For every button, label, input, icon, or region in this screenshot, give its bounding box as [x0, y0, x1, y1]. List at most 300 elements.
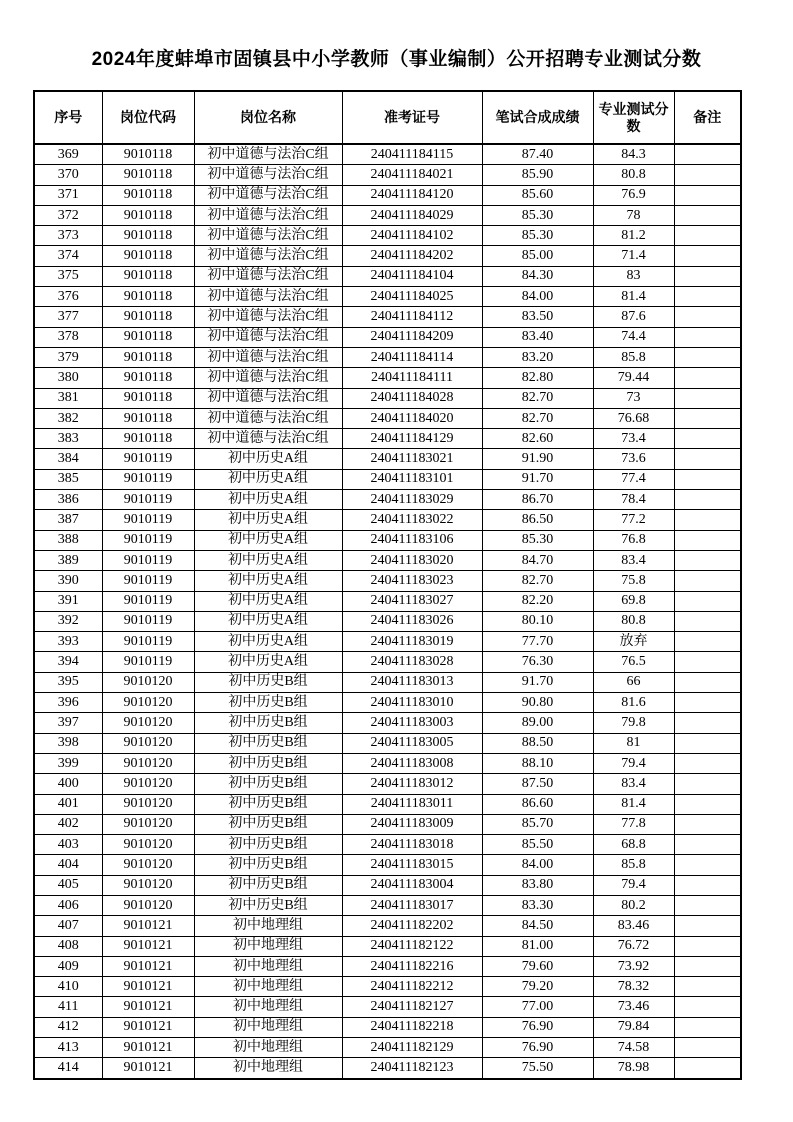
cell-remark — [674, 246, 741, 266]
cell-code: 9010119 — [102, 652, 194, 672]
cell-ticket-number: 240411183003 — [342, 713, 482, 733]
cell-test-score: 83 — [593, 266, 674, 286]
cell-code: 9010121 — [102, 956, 194, 976]
cell-seq: 370 — [34, 165, 102, 185]
cell-seq: 395 — [34, 672, 102, 692]
cell-seq: 371 — [34, 185, 102, 205]
cell-test-score: 77.4 — [593, 469, 674, 489]
cell-test-score: 77.2 — [593, 510, 674, 530]
cell-code: 9010118 — [102, 408, 194, 428]
cell-written-score: 76.90 — [482, 1038, 593, 1058]
cell-ticket-number: 240411184111 — [342, 368, 482, 388]
cell-seq: 392 — [34, 611, 102, 631]
cell-remark — [674, 672, 741, 692]
cell-remark — [674, 429, 741, 449]
cell-code: 9010120 — [102, 713, 194, 733]
cell-seq: 394 — [34, 652, 102, 672]
cell-ticket-number: 240411183005 — [342, 733, 482, 753]
cell-remark — [674, 490, 741, 510]
cell-remark — [674, 165, 741, 185]
cell-written-score: 86.70 — [482, 490, 593, 510]
cell-remark — [674, 855, 741, 875]
cell-code: 9010118 — [102, 205, 194, 225]
cell-test-score: 74.4 — [593, 327, 674, 347]
cell-position-name: 初中历史A组 — [194, 530, 342, 550]
cell-seq: 389 — [34, 550, 102, 570]
cell-position-name: 初中历史B组 — [194, 855, 342, 875]
cell-position-name: 初中地理组 — [194, 916, 342, 936]
cell-position-name: 初中历史A组 — [194, 490, 342, 510]
cell-position-name: 初中历史B组 — [194, 733, 342, 753]
cell-position-name: 初中道德与法治C组 — [194, 165, 342, 185]
cell-ticket-number: 240411184028 — [342, 388, 482, 408]
table-row — [34, 875, 741, 895]
cell-code: 9010119 — [102, 550, 194, 570]
cell-code: 9010119 — [102, 490, 194, 510]
table-row — [34, 307, 741, 327]
cell-ticket-number: 240411183008 — [342, 753, 482, 773]
cell-position-name: 初中历史B组 — [194, 835, 342, 855]
cell-seq: 381 — [34, 388, 102, 408]
cell-written-score: 85.00 — [482, 246, 593, 266]
cell-written-score: 87.40 — [482, 144, 593, 165]
cell-test-score: 79.8 — [593, 713, 674, 733]
cell-written-score: 85.60 — [482, 185, 593, 205]
cell-written-score: 91.70 — [482, 672, 593, 692]
cell-written-score: 77.00 — [482, 997, 593, 1017]
cell-written-score: 82.70 — [482, 571, 593, 591]
cell-test-score: 73.6 — [593, 449, 674, 469]
table-row — [34, 1038, 741, 1058]
cell-position-name: 初中历史B组 — [194, 672, 342, 692]
cell-code: 9010119 — [102, 611, 194, 631]
cell-written-score: 85.30 — [482, 205, 593, 225]
column-header-test-score: 专业测试分数 — [593, 91, 674, 144]
cell-position-name: 初中道德与法治C组 — [194, 368, 342, 388]
cell-seq: 401 — [34, 794, 102, 814]
cell-remark — [674, 875, 741, 895]
cell-seq: 380 — [34, 368, 102, 388]
column-header-remark: 备注 — [674, 91, 741, 144]
cell-ticket-number: 240411183019 — [342, 632, 482, 652]
cell-test-score: 75.8 — [593, 571, 674, 591]
cell-remark — [674, 652, 741, 672]
cell-written-score: 89.00 — [482, 713, 593, 733]
cell-written-score: 84.00 — [482, 855, 593, 875]
cell-position-name: 初中地理组 — [194, 1017, 342, 1037]
table-row — [34, 632, 741, 652]
cell-ticket-number: 240411183026 — [342, 611, 482, 631]
cell-code: 9010121 — [102, 997, 194, 1017]
cell-position-name: 初中地理组 — [194, 997, 342, 1017]
cell-test-score: 78 — [593, 205, 674, 225]
cell-written-score: 79.20 — [482, 977, 593, 997]
cell-remark — [674, 814, 741, 834]
cell-seq: 372 — [34, 205, 102, 225]
cell-seq: 397 — [34, 713, 102, 733]
cell-position-name: 初中历史B组 — [194, 814, 342, 834]
cell-code: 9010118 — [102, 165, 194, 185]
cell-remark — [674, 287, 741, 307]
table-row — [34, 571, 741, 591]
cell-test-score: 68.8 — [593, 835, 674, 855]
table-row — [34, 226, 741, 246]
cell-position-name: 初中历史A组 — [194, 632, 342, 652]
cell-position-name: 初中道德与法治C组 — [194, 246, 342, 266]
cell-code: 9010121 — [102, 1038, 194, 1058]
cell-written-score: 77.70 — [482, 632, 593, 652]
cell-code: 9010119 — [102, 591, 194, 611]
cell-test-score: 76.72 — [593, 936, 674, 956]
cell-written-score: 86.50 — [482, 510, 593, 530]
cell-written-score: 91.90 — [482, 449, 593, 469]
cell-ticket-number: 240411183021 — [342, 449, 482, 469]
cell-ticket-number: 240411184021 — [342, 165, 482, 185]
cell-code: 9010120 — [102, 672, 194, 692]
cell-test-score: 79.4 — [593, 753, 674, 773]
cell-position-name: 初中道德与法治C组 — [194, 429, 342, 449]
cell-test-score: 76.9 — [593, 185, 674, 205]
cell-code: 9010120 — [102, 794, 194, 814]
cell-remark — [674, 916, 741, 936]
cell-code: 9010118 — [102, 185, 194, 205]
cell-seq: 390 — [34, 571, 102, 591]
table-row — [34, 490, 741, 510]
cell-remark — [674, 185, 741, 205]
cell-remark — [674, 753, 741, 773]
cell-position-name: 初中历史B组 — [194, 774, 342, 794]
cell-seq: 373 — [34, 226, 102, 246]
cell-seq: 377 — [34, 307, 102, 327]
cell-test-score: 放弃 — [593, 632, 674, 652]
cell-position-name: 初中道德与法治C组 — [194, 307, 342, 327]
cell-position-name: 初中历史A组 — [194, 591, 342, 611]
cell-remark — [674, 266, 741, 286]
cell-remark — [674, 226, 741, 246]
cell-ticket-number: 240411183011 — [342, 794, 482, 814]
cell-seq: 414 — [34, 1058, 102, 1079]
cell-test-score: 85.8 — [593, 347, 674, 367]
cell-seq: 404 — [34, 855, 102, 875]
cell-written-score: 88.10 — [482, 753, 593, 773]
cell-code: 9010119 — [102, 530, 194, 550]
table-row — [34, 185, 741, 205]
cell-code: 9010118 — [102, 246, 194, 266]
cell-seq: 407 — [34, 916, 102, 936]
cell-test-score: 81.4 — [593, 794, 674, 814]
table-row — [34, 550, 741, 570]
cell-remark — [674, 713, 741, 733]
table-row — [34, 895, 741, 915]
cell-position-name: 初中地理组 — [194, 1058, 342, 1079]
cell-written-score: 83.40 — [482, 327, 593, 347]
cell-test-score: 81.6 — [593, 693, 674, 713]
cell-code: 9010119 — [102, 469, 194, 489]
cell-seq: 387 — [34, 510, 102, 530]
cell-position-name: 初中历史B组 — [194, 794, 342, 814]
cell-code: 9010118 — [102, 266, 194, 286]
cell-code: 9010118 — [102, 429, 194, 449]
table-row — [34, 408, 741, 428]
column-header-seq: 序号 — [34, 91, 102, 144]
table-row — [34, 266, 741, 286]
cell-test-score: 79.4 — [593, 875, 674, 895]
cell-ticket-number: 240411182123 — [342, 1058, 482, 1079]
cell-remark — [674, 591, 741, 611]
table-row — [34, 510, 741, 530]
cell-ticket-number: 240411184112 — [342, 307, 482, 327]
cell-seq: 388 — [34, 530, 102, 550]
cell-written-score: 82.60 — [482, 429, 593, 449]
cell-test-score: 73.46 — [593, 997, 674, 1017]
cell-code: 9010120 — [102, 733, 194, 753]
cell-ticket-number: 240411183022 — [342, 510, 482, 530]
cell-ticket-number: 240411183009 — [342, 814, 482, 834]
cell-code: 9010119 — [102, 571, 194, 591]
cell-position-name: 初中道德与法治C组 — [194, 408, 342, 428]
table-row — [34, 672, 741, 692]
table-row — [34, 713, 741, 733]
cell-ticket-number: 240411184202 — [342, 246, 482, 266]
cell-test-score: 78.4 — [593, 490, 674, 510]
table-row — [34, 835, 741, 855]
cell-ticket-number: 240411183004 — [342, 875, 482, 895]
cell-seq: 406 — [34, 895, 102, 915]
cell-remark — [674, 1058, 741, 1079]
table-row — [34, 1058, 741, 1079]
cell-code: 9010118 — [102, 347, 194, 367]
cell-test-score: 78.98 — [593, 1058, 674, 1079]
cell-seq: 374 — [34, 246, 102, 266]
cell-remark — [674, 347, 741, 367]
cell-ticket-number: 240411183013 — [342, 672, 482, 692]
table-row — [34, 997, 741, 1017]
cell-position-name: 初中历史A组 — [194, 510, 342, 530]
table-row — [34, 287, 741, 307]
cell-ticket-number: 240411184025 — [342, 287, 482, 307]
table-row — [34, 693, 741, 713]
cell-seq: 391 — [34, 591, 102, 611]
cell-ticket-number: 240411184209 — [342, 327, 482, 347]
cell-written-score: 81.00 — [482, 936, 593, 956]
cell-ticket-number: 240411183018 — [342, 835, 482, 855]
cell-ticket-number: 240411183028 — [342, 652, 482, 672]
cell-position-name: 初中道德与法治C组 — [194, 287, 342, 307]
cell-ticket-number: 240411184120 — [342, 185, 482, 205]
cell-position-name: 初中历史B组 — [194, 875, 342, 895]
cell-written-score: 90.80 — [482, 693, 593, 713]
cell-remark — [674, 408, 741, 428]
cell-seq: 375 — [34, 266, 102, 286]
cell-ticket-number: 240411183106 — [342, 530, 482, 550]
table-row — [34, 956, 741, 976]
cell-code: 9010118 — [102, 287, 194, 307]
cell-test-score: 83.4 — [593, 774, 674, 794]
column-header-position-name: 岗位名称 — [194, 91, 342, 144]
cell-ticket-number: 240411183010 — [342, 693, 482, 713]
cell-remark — [674, 693, 741, 713]
cell-written-score: 85.30 — [482, 530, 593, 550]
cell-position-name: 初中地理组 — [194, 936, 342, 956]
cell-written-score: 83.50 — [482, 307, 593, 327]
cell-written-score: 85.50 — [482, 835, 593, 855]
table-row — [34, 916, 741, 936]
cell-ticket-number: 240411182212 — [342, 977, 482, 997]
cell-test-score: 81 — [593, 733, 674, 753]
cell-code: 9010121 — [102, 936, 194, 956]
cell-ticket-number: 240411184129 — [342, 429, 482, 449]
table-row — [34, 327, 741, 347]
cell-seq: 385 — [34, 469, 102, 489]
cell-code: 9010118 — [102, 327, 194, 347]
cell-remark — [674, 1017, 741, 1037]
cell-code: 9010120 — [102, 835, 194, 855]
cell-remark — [674, 469, 741, 489]
cell-seq: 379 — [34, 347, 102, 367]
cell-written-score: 84.70 — [482, 550, 593, 570]
cell-remark — [674, 794, 741, 814]
cell-remark — [674, 936, 741, 956]
table-header-row — [34, 91, 741, 144]
table-row — [34, 652, 741, 672]
cell-position-name: 初中道德与法治C组 — [194, 205, 342, 225]
cell-remark — [674, 571, 741, 591]
cell-test-score: 87.6 — [593, 307, 674, 327]
cell-code: 9010119 — [102, 632, 194, 652]
cell-written-score: 83.80 — [482, 875, 593, 895]
cell-written-score: 85.70 — [482, 814, 593, 834]
cell-written-score: 82.80 — [482, 368, 593, 388]
cell-ticket-number: 240411182122 — [342, 936, 482, 956]
cell-ticket-number: 240411183015 — [342, 855, 482, 875]
cell-position-name: 初中历史A组 — [194, 611, 342, 631]
column-header-written-score: 笔试合成成绩 — [482, 91, 593, 144]
cell-code: 9010118 — [102, 368, 194, 388]
cell-test-score: 74.58 — [593, 1038, 674, 1058]
cell-written-score: 83.30 — [482, 895, 593, 915]
cell-test-score: 71.4 — [593, 246, 674, 266]
cell-remark — [674, 611, 741, 631]
cell-position-name: 初中历史B组 — [194, 693, 342, 713]
cell-position-name: 初中历史A组 — [194, 571, 342, 591]
cell-test-score: 83.46 — [593, 916, 674, 936]
cell-code: 9010120 — [102, 855, 194, 875]
cell-test-score: 77.8 — [593, 814, 674, 834]
cell-code: 9010118 — [102, 388, 194, 408]
cell-remark — [674, 388, 741, 408]
cell-seq: 405 — [34, 875, 102, 895]
cell-remark — [674, 327, 741, 347]
table-row — [34, 733, 741, 753]
cell-position-name: 初中历史A组 — [194, 652, 342, 672]
cell-seq: 413 — [34, 1038, 102, 1058]
cell-ticket-number: 240411183023 — [342, 571, 482, 591]
cell-seq: 410 — [34, 977, 102, 997]
cell-written-score: 84.50 — [482, 916, 593, 936]
cell-written-score: 79.60 — [482, 956, 593, 976]
cell-seq: 403 — [34, 835, 102, 855]
cell-code: 9010120 — [102, 693, 194, 713]
cell-seq: 411 — [34, 997, 102, 1017]
cell-remark — [674, 550, 741, 570]
table-row — [34, 165, 741, 185]
cell-seq: 409 — [34, 956, 102, 976]
cell-remark — [674, 205, 741, 225]
cell-written-score: 88.50 — [482, 733, 593, 753]
cell-written-score: 84.30 — [482, 266, 593, 286]
cell-seq: 382 — [34, 408, 102, 428]
cell-position-name: 初中道德与法治C组 — [194, 327, 342, 347]
table-row — [34, 977, 741, 997]
cell-code: 9010118 — [102, 144, 194, 165]
table-row — [34, 814, 741, 834]
cell-code: 9010119 — [102, 510, 194, 530]
cell-position-name: 初中地理组 — [194, 956, 342, 976]
cell-ticket-number: 240411184115 — [342, 144, 482, 165]
cell-remark — [674, 956, 741, 976]
cell-written-score: 76.90 — [482, 1017, 593, 1037]
table-row — [34, 753, 741, 773]
table-row — [34, 246, 741, 266]
cell-written-score: 82.20 — [482, 591, 593, 611]
cell-remark — [674, 1038, 741, 1058]
column-header-ticket-number: 准考证号 — [342, 91, 482, 144]
cell-test-score: 80.8 — [593, 165, 674, 185]
cell-code: 9010121 — [102, 916, 194, 936]
cell-ticket-number: 240411184104 — [342, 266, 482, 286]
cell-seq: 412 — [34, 1017, 102, 1037]
table-row — [34, 855, 741, 875]
table-row — [34, 449, 741, 469]
cell-position-name: 初中历史B组 — [194, 753, 342, 773]
cell-remark — [674, 733, 741, 753]
cell-ticket-number: 240411183027 — [342, 591, 482, 611]
cell-seq: 376 — [34, 287, 102, 307]
cell-seq: 383 — [34, 429, 102, 449]
cell-test-score: 76.5 — [593, 652, 674, 672]
cell-remark — [674, 368, 741, 388]
cell-code: 9010118 — [102, 307, 194, 327]
cell-remark — [674, 530, 741, 550]
table-row — [34, 591, 741, 611]
cell-test-score: 66 — [593, 672, 674, 692]
cell-seq: 402 — [34, 814, 102, 834]
cell-test-score: 85.8 — [593, 855, 674, 875]
cell-remark — [674, 774, 741, 794]
cell-ticket-number: 240411184029 — [342, 205, 482, 225]
cell-code: 9010121 — [102, 1058, 194, 1079]
cell-ticket-number: 240411184102 — [342, 226, 482, 246]
cell-ticket-number: 240411182127 — [342, 997, 482, 1017]
page-title: 2024年度蚌埠市固镇县中小学教师（事业编制）公开招聘专业测试分数 — [91, 49, 702, 70]
cell-test-score: 84.3 — [593, 144, 674, 165]
table-row — [34, 794, 741, 814]
cell-ticket-number: 240411184020 — [342, 408, 482, 428]
cell-position-name: 初中道德与法治C组 — [194, 226, 342, 246]
cell-ticket-number: 240411184114 — [342, 347, 482, 367]
cell-position-name: 初中道德与法治C组 — [194, 388, 342, 408]
cell-written-score: 91.70 — [482, 469, 593, 489]
cell-test-score: 73 — [593, 388, 674, 408]
cell-position-name: 初中道德与法治C组 — [194, 144, 342, 165]
cell-test-score: 78.32 — [593, 977, 674, 997]
cell-ticket-number: 240411183012 — [342, 774, 482, 794]
cell-test-score: 73.4 — [593, 429, 674, 449]
cell-written-score: 80.10 — [482, 611, 593, 631]
cell-test-score: 76.8 — [593, 530, 674, 550]
cell-written-score: 82.70 — [482, 408, 593, 428]
cell-test-score: 81.4 — [593, 287, 674, 307]
